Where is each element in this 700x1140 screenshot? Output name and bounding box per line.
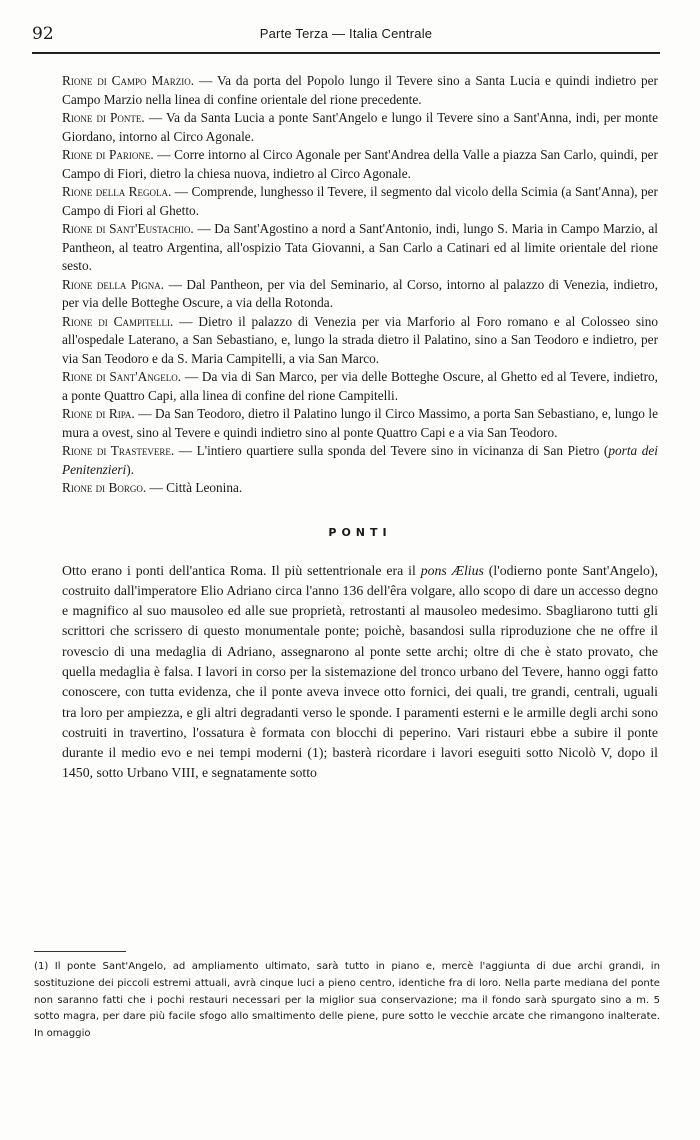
section-title: PONTI: [328, 525, 392, 539]
rione-name: Rione di Borgo.: [62, 480, 147, 495]
rione-name: Rione di Campo Marzio.: [62, 73, 195, 88]
rione-name: Rione della Regola.: [62, 184, 172, 199]
rioni-list: [62, 72, 658, 498]
rione-description: — L'intiero quartiere sulla sponda del Tevere sino in vicinanza di San Pietro (: [174, 443, 609, 458]
rione-name: Rione di Sant'Angelo.: [62, 369, 182, 384]
rione-description: — Va da Santa Lucia a ponte Sant'Angelo e lungo il Tevere sino a Sant'Anna, indi, per monte Giordano, intorno al Circo Agonale.: [62, 110, 658, 144]
rione-description: — Da via di San Marco, per via delle Botteghe Oscure, al Ghetto ed al Tevere, indietro, a ponte Quattro Capi, alla linea di confine del rione Campitelli.: [62, 369, 658, 403]
paragraph-italic: pons Ælius: [420, 562, 484, 578]
rione-name: Rione di Trastevere.: [62, 443, 175, 458]
rione-description: — Città Leonina.: [146, 480, 243, 495]
rione-name: Rione di Ripa.: [62, 406, 135, 421]
body-column: [62, 72, 658, 784]
section-paragraph: [62, 561, 658, 784]
footnote-divider: [34, 951, 126, 952]
paragraph-text: Otto erano i ponti dell'antica Roma. Il più settentrionale era il: [62, 562, 421, 578]
rione-italic: porta dei Penitenzieri: [62, 443, 658, 477]
rione-entry: [62, 276, 658, 313]
rione-description: — Da Sant'Agostino a nord a Sant'Antonio, indi, lungo S. Maria in Campo Marzio, al Pantheon, al teatro Argentina, all'ospizio Tata Giovanni, a San Carlo a Catinari ed al limite orientale del rione sesto.: [62, 221, 658, 273]
paragraph-text-cont: (l'odierno ponte Sant'Angelo), costruito dall'imperatore Elio Adriano circa l'anno 136 dell'êra volgare, allo scopo di dare un accesso degno e magnifico al suo mausoleo ed alle sue proprietà, retrostanti al mausoleo medesimo. Sbagliarono tutti gli scrittori che scrissero di questo monumentale ponte; poichè, basandosi sulla riproduzione che ne offre il rovescio di una medaglia di Adriano, assegnarono al ponte sette archi; oltre di che è stato provato, che quella medaglia è falsa. I lavori in corso per la sistemazione del tronco urbano del Tevere, hanno oggi fatto conoscere, con tutta evidenza, che il ponte aveva invece otto fornici, dei quali, tre grandi, centrali, uguali tra loro per ampiezza, e gli altri degradanti verso le sponde. I paramenti esterni e le armille degli archi sono costruiti in travertino, l'ossatura è formata con blocchi di peperino. Vari ristauri ebbe a subire il ponte durante il medio evo e nei tempi moderni (1); basterà ricordare i lavori eseguiti sotto Nicolò V, dopo il 1450, sotto Urbano VIII, e segnatamente sotto: [62, 562, 658, 781]
rione-entry: [62, 72, 658, 109]
rione-description: — Corre intorno al Circo Agonale per Sant'Andrea della Valle a piazza San Carlo, quindi, per Campo di Fiori, dietro la chiesa nuova, indietro al Circo Agonale.: [62, 147, 658, 181]
rione-entry: [62, 220, 658, 276]
rione-description: — Dal Pantheon, per via del Seminario, al Corso, intorno al palazzo di Venezia, indietro, per via delle Botteghe Oscure, a via della Rotonda.: [62, 276, 658, 310]
rione-name: Rione di Sant'Eustachio.: [62, 221, 194, 236]
rione-name: Rione della Pigna.: [62, 276, 165, 292]
rione-entry: [62, 479, 658, 498]
rione-description-end: ).: [126, 461, 135, 477]
rione-entry: [62, 109, 658, 146]
page-number: 92: [32, 24, 54, 44]
rione-name: Rione di Ponte.: [62, 110, 145, 125]
rione-entry: [62, 146, 658, 183]
rione-description: — Va da porta del Popolo lungo il Tevere sino a Santa Lucia e quindi indietro per Campo Marzio nella linea di confine orientale del rione precedente.: [62, 73, 658, 107]
rione-entry: [62, 313, 658, 369]
rione-entry: [62, 368, 658, 405]
running-head: Parte Terza — Italia Centrale: [259, 26, 433, 41]
rione-entry: [62, 183, 658, 220]
rione-entry: [62, 405, 658, 442]
rione-name: Rione di Parione.: [62, 147, 154, 162]
rione-name: Rione di Campitelli.: [62, 313, 174, 329]
page-header: [32, 24, 660, 54]
footnote: (1) Il ponte Sant'Angelo, ad ampliamento ultimato, sarà tutto in piano e, mercè l'aggiunta di due archi grandi, in sostituzione dei piccoli estremi attuali, avrà cinque luci a pieno centro, identiche fra di loro. Nella parte mediana del ponte non saranno fatti che i pochi restauri necessari per la miglior sua conservazione; ma il fondo sarà spurgato sino a m. 5 sotto magra, per dare più facile sfogo allo smaltimento delle piene, pure sotto le vecchie arcate che rimangono inalterate. In omaggio: [34, 961, 660, 1040]
rione-description: — Comprende, lunghesso il Tevere, il segmento dal vicolo della Scimia (a Sant'Anna), per Campo di Fiori al Ghetto.: [62, 184, 658, 218]
rione-description: — Da San Teodoro, dietro il Palatino lungo il Circo Massimo, a porta San Sebastiano, e, lungo le mura a ovest, sino al Tevere e quindi indietro sino al ponte Quattro Capi e a via San Teodoro.: [62, 406, 658, 440]
rione-description: — Dietro il palazzo di Venezia per via Marforio al Foro romano e al Colosseo sino all'ospedale Laterano, a San Sebastiano, e, lungo la strada dietro il Palatino, sino a San Teodoro e indietro, per via San Teodoro e da S. Maria Campitelli, a via San Marco.: [62, 313, 658, 366]
rione-entry: [62, 442, 658, 479]
